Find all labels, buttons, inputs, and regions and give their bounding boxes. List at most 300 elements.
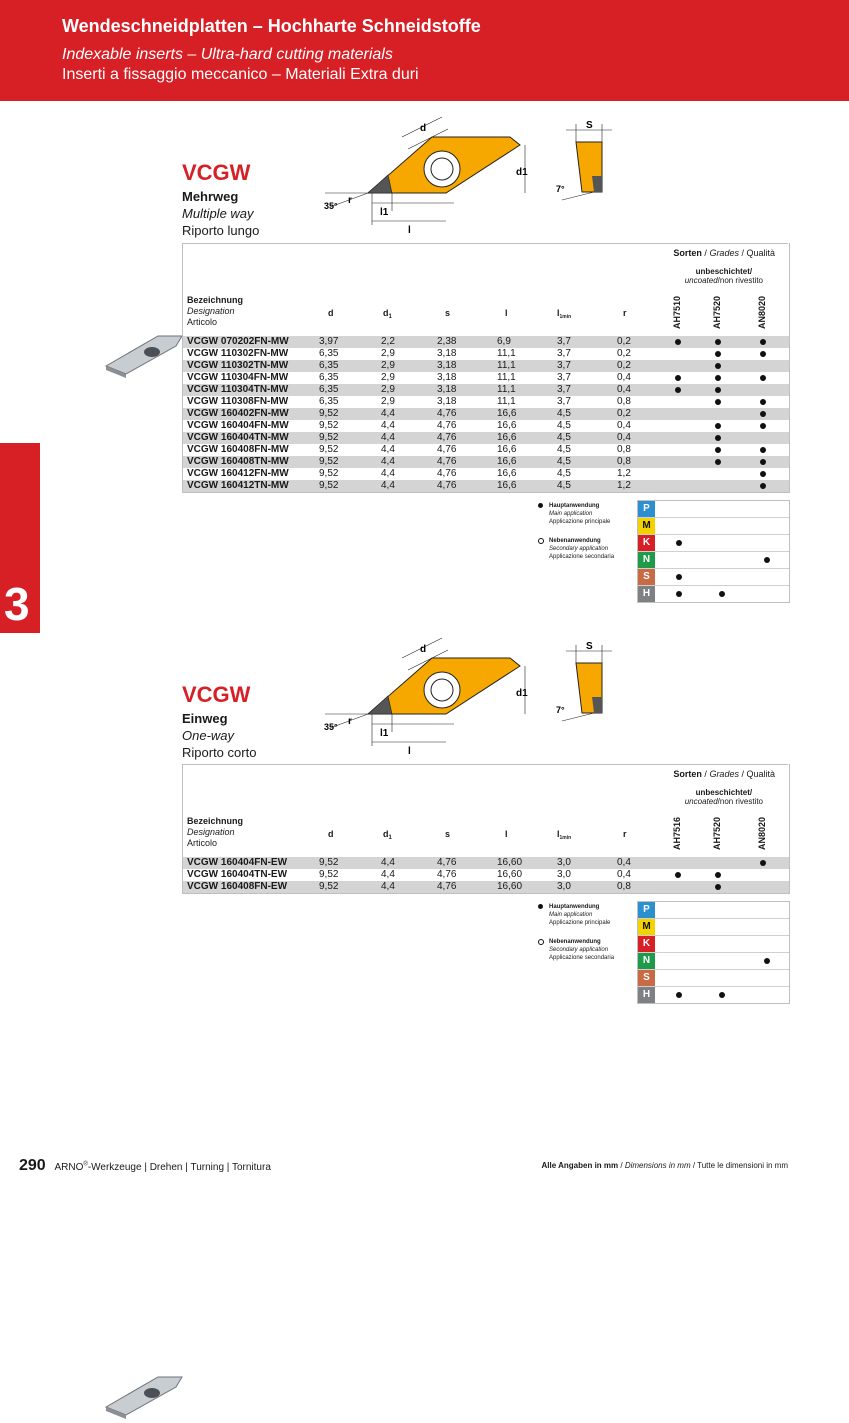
table-row — [183, 857, 789, 869]
table-row — [183, 456, 789, 468]
legend-secondary — [538, 938, 638, 962]
page-number: 290 — [19, 1157, 46, 1174]
col-header-d1-text: d — [383, 308, 389, 318]
col-header-d-text: d — [328, 829, 334, 839]
iso-letter-K: K — [638, 535, 655, 551]
cell-r: 1,2 — [617, 480, 631, 491]
cell-d1: 4,4 — [381, 480, 395, 491]
col-header-d1 — [383, 308, 392, 320]
chapter-tab — [0, 443, 40, 633]
table-row — [183, 444, 789, 456]
cell-r: 0,2 — [617, 360, 631, 371]
col-header-d1 — [383, 829, 392, 841]
cell-l1: 3,7 — [557, 348, 571, 359]
cell-designation: VCGW 160404TN-MW — [187, 432, 289, 443]
cell-s: 3,18 — [437, 396, 457, 407]
col-header-l1 — [557, 829, 571, 841]
grade-dot — [675, 339, 681, 345]
cell-s: 4,76 — [437, 420, 457, 431]
hollow-dot-icon — [538, 939, 544, 945]
grades-header: Sorten / Grades / Qualità — [673, 248, 775, 258]
iso-row-P — [638, 501, 789, 517]
hollow-dot-icon — [538, 538, 544, 544]
grade-dot — [715, 423, 721, 429]
cell-d1: 2,2 — [381, 336, 395, 347]
cell-designation: VCGW 160402FN-MW — [187, 408, 289, 419]
cell-designation: VCGW 160408TN-MW — [187, 456, 289, 467]
table-row — [183, 348, 789, 360]
iso-letter-N: N — [638, 552, 655, 568]
product-subtitle-de: Einweg — [182, 711, 228, 726]
cell-r: 0,4 — [617, 384, 631, 395]
cell-l1: 3,7 — [557, 384, 571, 395]
cell-designation: VCGW 160408FN-EW — [187, 881, 288, 892]
footer-right-it: Tutte le dimensioni in mm — [697, 1161, 788, 1170]
col-header-d1-sub: 1 — [388, 314, 392, 320]
product-subtitle-en: Multiple way — [182, 206, 254, 221]
cell-designation: VCGW 160408FN-MW — [187, 444, 289, 455]
cell-r: 0,8 — [617, 444, 631, 455]
dim-label-l: l — [408, 746, 411, 757]
col-header-d — [328, 308, 334, 318]
cell-designation: VCGW 110308FN-MW — [187, 396, 289, 407]
legend-secondary-en: Secondary application — [549, 546, 609, 552]
grade-dot — [715, 884, 721, 890]
cell-l: 11,1 — [497, 372, 516, 383]
footer-path: -Werkzeuge | Drehen | Turning | Tornitura — [87, 1162, 271, 1173]
col-header-s — [445, 829, 450, 839]
grade-dot — [675, 375, 681, 381]
cell-l: 6,9 — [497, 336, 511, 347]
header-title-en: Indexable inserts – Ultra-hard cutting materials — [62, 46, 393, 63]
iso-dot — [676, 540, 682, 546]
cell-d: 9,52 — [319, 869, 339, 880]
product-title: VCGW — [182, 160, 251, 185]
cell-l: 16,6 — [497, 444, 517, 455]
application-legend — [538, 903, 638, 962]
cell-r: 0,8 — [617, 396, 631, 407]
insert-photo — [104, 1373, 184, 1423]
legend-main — [538, 502, 638, 526]
cell-s: 4,76 — [437, 881, 457, 892]
legend-secondary — [538, 537, 638, 561]
dim-label-l1: l1 — [380, 728, 389, 739]
cell-l: 16,6 — [497, 456, 517, 467]
legend-secondary-it: Applicazione secondaria — [549, 554, 615, 560]
dim-label-r: r — [348, 195, 352, 206]
iso-letter-N: N — [638, 953, 655, 969]
footer-reg: ® — [83, 1161, 88, 1168]
cell-s: 4,76 — [437, 480, 457, 491]
table-row — [183, 468, 789, 480]
cell-d1: 4,4 — [381, 468, 395, 479]
grade-dot — [760, 399, 766, 405]
cell-s: 3,18 — [437, 372, 457, 383]
designation-de: Bezeichnung — [187, 816, 244, 826]
col-header-l-text: l — [505, 308, 508, 318]
col-header-r-text: r — [623, 829, 627, 839]
cell-designation: VCGW 110302TN-MW — [187, 360, 289, 371]
cell-s: 4,76 — [437, 456, 457, 467]
iso-row-S — [638, 568, 789, 585]
grade-column-AH7510: AH7510 — [672, 295, 682, 329]
designation-it: Articolo — [187, 838, 218, 848]
col-header-l — [505, 829, 508, 839]
iso-letter-S: S — [638, 569, 655, 585]
table-row — [183, 384, 789, 396]
dim-label-d1: d1 — [516, 167, 528, 178]
iso-dot — [676, 992, 682, 998]
cell-r: 0,2 — [617, 348, 631, 359]
cell-d: 6,35 — [319, 348, 339, 359]
cell-l: 11,1 — [497, 360, 516, 371]
cell-d: 9,52 — [319, 444, 339, 455]
col-header-l1-text: l — [557, 829, 560, 839]
grade-dot — [675, 387, 681, 393]
product-subtitle-it: Riporto corto — [182, 745, 257, 760]
table-row — [183, 336, 789, 348]
uncoated-it: /non rivestito — [717, 797, 763, 806]
cell-d1: 2,9 — [381, 372, 395, 383]
legend-main — [538, 903, 638, 927]
footer-brand: ARNO — [54, 1162, 84, 1173]
col-header-l1 — [557, 308, 571, 320]
legend-secondary-de: Nebenanwendung — [549, 538, 601, 544]
legend-main-de: Hauptanwendung — [549, 503, 600, 509]
footer-left — [19, 1157, 271, 1175]
cell-l: 16,6 — [497, 480, 517, 491]
grades-en: Grades — [709, 769, 739, 779]
table-row — [183, 360, 789, 372]
cell-r: 1,2 — [617, 468, 631, 479]
iso-row-M — [638, 918, 789, 935]
uncoated-en: uncoated — [684, 276, 718, 285]
grade-column-AN8020: AN8020 — [757, 295, 767, 329]
col-header-d — [328, 829, 334, 839]
table-row — [183, 869, 789, 881]
cell-designation: VCGW 160404FN-MW — [187, 420, 289, 431]
cell-d: 6,35 — [319, 372, 339, 383]
cell-s: 4,76 — [437, 408, 457, 419]
legend-main-it: Applicazione principale — [549, 519, 611, 525]
iso-material-table — [637, 901, 790, 1004]
insert-photo — [104, 332, 184, 382]
legend-main-en: Main application — [549, 511, 593, 517]
legend-secondary-de: Nebenanwendung — [549, 939, 601, 945]
application-legend — [538, 502, 638, 561]
filled-dot-icon — [538, 904, 543, 909]
footer-right-en: Dimensions in mm — [624, 1161, 691, 1170]
table-row — [183, 420, 789, 432]
cell-l1: 3,7 — [557, 396, 571, 407]
col-header-r — [623, 829, 627, 839]
iso-row-K — [638, 534, 789, 551]
cell-r: 0,4 — [617, 869, 631, 880]
insert-top-view-diagram — [320, 636, 550, 756]
uncoated-label — [685, 788, 763, 806]
legend-main-de: Hauptanwendung — [549, 904, 600, 910]
page-header — [0, 0, 849, 101]
cell-l: 16,6 — [497, 420, 517, 431]
cell-s: 3,18 — [437, 360, 457, 371]
cell-d: 9,52 — [319, 456, 339, 467]
grade-dot — [715, 459, 721, 465]
iso-letter-M: M — [638, 919, 655, 935]
col-header-d-text: d — [328, 308, 334, 318]
cell-d1: 4,4 — [381, 432, 395, 443]
cell-l: 11,1 — [497, 348, 516, 359]
cell-l: 11,1 — [497, 384, 516, 395]
grade-column-AH7520: AH7520 — [712, 295, 722, 329]
dim-label-clearance: 7° — [556, 705, 565, 715]
header-title-de: Wendeschneidplatten – Hochharte Schneidstoffe — [62, 16, 481, 36]
product-subtitle-it: Riporto lungo — [182, 223, 260, 238]
iso-row-K — [638, 935, 789, 952]
grade-dot — [715, 447, 721, 453]
legend-secondary-it: Applicazione secondaria — [549, 955, 615, 961]
dim-label-l1: l1 — [380, 207, 389, 218]
dim-label-r: r — [348, 716, 352, 727]
grade-dot — [760, 351, 766, 357]
col-header-d1-text: d — [383, 829, 389, 839]
designation-en: Designation — [187, 306, 235, 316]
cell-r: 0,2 — [617, 336, 631, 347]
footer-right: Alle Angaben in mm / Dimensions in mm / Tutte le dimensioni in mm — [541, 1161, 788, 1170]
cell-s: 4,76 — [437, 432, 457, 443]
grade-dot — [715, 399, 721, 405]
cell-d1: 2,9 — [381, 360, 395, 371]
dim-label-d: d — [420, 644, 427, 655]
cell-l: 16,6 — [497, 408, 517, 419]
grades-de: Sorten — [673, 769, 702, 779]
uncoated-de: unbeschichtet/ — [695, 788, 753, 797]
cell-designation: VCGW 160412TN-MW — [187, 480, 289, 491]
cell-s: 4,76 — [437, 444, 457, 455]
designation-en: Designation — [187, 827, 235, 837]
grade-dot — [760, 860, 766, 866]
legend-secondary-en: Secondary application — [549, 947, 609, 953]
cell-d: 9,52 — [319, 468, 339, 479]
col-header-s — [445, 308, 450, 318]
cell-r: 0,8 — [617, 456, 631, 467]
cell-d1: 2,9 — [381, 396, 395, 407]
col-header-r — [623, 308, 627, 318]
iso-row-H — [638, 585, 789, 602]
uncoated-label — [685, 267, 763, 285]
cell-l1: 3,7 — [557, 360, 571, 371]
cell-designation: VCGW 160404FN-EW — [187, 857, 288, 868]
grade-dot — [760, 411, 766, 417]
cell-d: 9,52 — [319, 408, 339, 419]
iso-letter-S: S — [638, 970, 655, 986]
iso-letter-H: H — [638, 987, 655, 1003]
uncoated-de: unbeschichtet/ — [695, 267, 753, 276]
grade-dot — [760, 375, 766, 381]
cell-s: 4,76 — [437, 857, 457, 868]
col-header-r-text: r — [623, 308, 627, 318]
grades-it: Qualità — [746, 248, 775, 258]
cell-d: 9,52 — [319, 857, 339, 868]
cell-d1: 4,4 — [381, 881, 395, 892]
grade-dot — [760, 423, 766, 429]
cell-d: 6,35 — [319, 384, 339, 395]
iso-row-S — [638, 969, 789, 986]
cell-d1: 2,9 — [381, 348, 395, 359]
designation-de: Bezeichnung — [187, 295, 244, 305]
grade-dot — [715, 363, 721, 369]
cell-s: 3,18 — [437, 348, 457, 359]
cell-l: 16,6 — [497, 432, 517, 443]
cell-l1: 4,5 — [557, 468, 571, 479]
cell-l1: 3,0 — [557, 857, 571, 868]
col-header-s-text: s — [445, 829, 451, 839]
iso-dot — [676, 574, 682, 580]
designation-header — [187, 816, 243, 849]
cell-r: 0,2 — [617, 408, 631, 419]
table-row — [183, 480, 789, 492]
product-subtitle-de: Mehrweg — [182, 189, 239, 204]
cell-l1: 3,7 — [557, 372, 571, 383]
product-table — [182, 764, 790, 894]
cell-l1: 4,5 — [557, 444, 571, 455]
cell-l: 16,60 — [497, 857, 523, 868]
iso-letter-M: M — [638, 518, 655, 534]
iso-letter-P: P — [638, 501, 655, 517]
col-header-d1-sub: 1 — [388, 835, 392, 841]
table-row — [183, 372, 789, 384]
col-header-l1-sub: 1min — [559, 835, 572, 841]
cell-d: 9,52 — [319, 480, 339, 491]
grade-dot — [715, 387, 721, 393]
legend-main-en: Main application — [549, 912, 593, 918]
header-title-it: Inserti a fissaggio meccanico – Materiali Extra duri — [62, 66, 419, 83]
cell-l1: 3,0 — [557, 869, 571, 880]
grade-dot — [760, 447, 766, 453]
iso-row-P — [638, 902, 789, 918]
grade-column-AN8020: AN8020 — [757, 816, 767, 850]
iso-dot — [764, 958, 770, 964]
cell-d1: 4,4 — [381, 408, 395, 419]
cell-r: 0,4 — [617, 372, 631, 383]
grade-column-AH7516: AH7516 — [672, 816, 682, 850]
iso-dot — [719, 591, 725, 597]
iso-dot — [676, 591, 682, 597]
cell-l1: 3,0 — [557, 881, 571, 892]
iso-dot — [764, 557, 770, 563]
cell-s: 4,76 — [437, 468, 457, 479]
uncoated-en: uncoated — [684, 797, 718, 806]
cell-d: 3,97 — [319, 336, 339, 347]
grade-dot — [715, 339, 721, 345]
cell-s: 3,18 — [437, 384, 457, 395]
col-header-l — [505, 308, 508, 318]
cell-designation: VCGW 160412FN-MW — [187, 468, 289, 479]
iso-letter-H: H — [638, 586, 655, 602]
iso-letter-K: K — [638, 936, 655, 952]
cell-designation: VCGW 110304TN-MW — [187, 384, 289, 395]
grade-dot — [760, 339, 766, 345]
legend-main-it: Applicazione principale — [549, 920, 611, 926]
col-header-l-text: l — [505, 829, 508, 839]
cell-d: 9,52 — [319, 881, 339, 892]
cell-designation: VCGW 110302FN-MW — [187, 348, 289, 359]
cell-r: 0,8 — [617, 881, 631, 892]
grades-it: Qualità — [746, 769, 775, 779]
cell-s: 2,38 — [437, 336, 457, 347]
cell-r: 0,4 — [617, 432, 631, 443]
table-row — [183, 432, 789, 444]
grades-header: Sorten / Grades / Qualità — [673, 769, 775, 779]
footer-right-de: Alle Angaben in mm — [541, 1161, 619, 1170]
filled-dot-icon — [538, 503, 543, 508]
product-subtitle-en: One-way — [182, 728, 235, 743]
cell-r: 0,4 — [617, 420, 631, 431]
grade-dot — [760, 471, 766, 477]
iso-row-N — [638, 551, 789, 568]
insert-side-view-diagram — [552, 641, 622, 731]
dim-label-clearance: 7° — [556, 184, 565, 194]
table-row — [183, 408, 789, 420]
cell-l1: 4,5 — [557, 456, 571, 467]
col-header-s-text: s — [445, 308, 451, 318]
dim-label-s: S — [586, 120, 593, 131]
grade-dot — [760, 459, 766, 465]
col-header-l1-sub: 1min — [559, 314, 572, 320]
uncoated-it: /non rivestito — [717, 276, 763, 285]
cell-d1: 4,4 — [381, 869, 395, 880]
cell-r: 0,4 — [617, 857, 631, 868]
cell-d1: 4,4 — [381, 456, 395, 467]
iso-row-N — [638, 952, 789, 969]
dim-label-d1: d1 — [516, 688, 528, 699]
grade-dot — [715, 435, 721, 441]
dim-label-angle_tip: 35° — [324, 722, 338, 732]
cell-d1: 2,9 — [381, 384, 395, 395]
iso-dot — [719, 992, 725, 998]
cell-l: 16,60 — [497, 881, 523, 892]
cell-l: 16,6 — [497, 468, 517, 479]
iso-material-table — [637, 500, 790, 603]
product-table — [182, 243, 790, 493]
grades-de: Sorten — [673, 248, 702, 258]
table-row — [183, 881, 789, 893]
chapter-number: 3 — [4, 578, 30, 630]
cell-l: 16,60 — [497, 869, 523, 880]
cell-l: 11,1 — [497, 396, 516, 407]
product-title: VCGW — [182, 682, 251, 707]
iso-row-H — [638, 986, 789, 1003]
grade-dot — [675, 872, 681, 878]
cell-l1: 4,5 — [557, 432, 571, 443]
designation-header — [187, 295, 243, 328]
cell-l1: 4,5 — [557, 408, 571, 419]
cell-d: 9,52 — [319, 420, 339, 431]
cell-l1: 3,7 — [557, 336, 571, 347]
col-header-l1-text: l — [557, 308, 560, 318]
table-row — [183, 396, 789, 408]
dim-label-l: l — [408, 225, 411, 236]
dim-label-angle_tip: 35° — [324, 201, 338, 211]
cell-l1: 4,5 — [557, 420, 571, 431]
grades-en: Grades — [709, 248, 739, 258]
insert-side-view-diagram — [552, 120, 622, 210]
cell-d: 9,52 — [319, 432, 339, 443]
cell-d1: 4,4 — [381, 444, 395, 455]
dim-label-d: d — [420, 123, 427, 134]
cell-d1: 4,4 — [381, 857, 395, 868]
designation-it: Articolo — [187, 317, 218, 327]
cell-designation: VCGW 070202FN-MW — [187, 336, 289, 347]
